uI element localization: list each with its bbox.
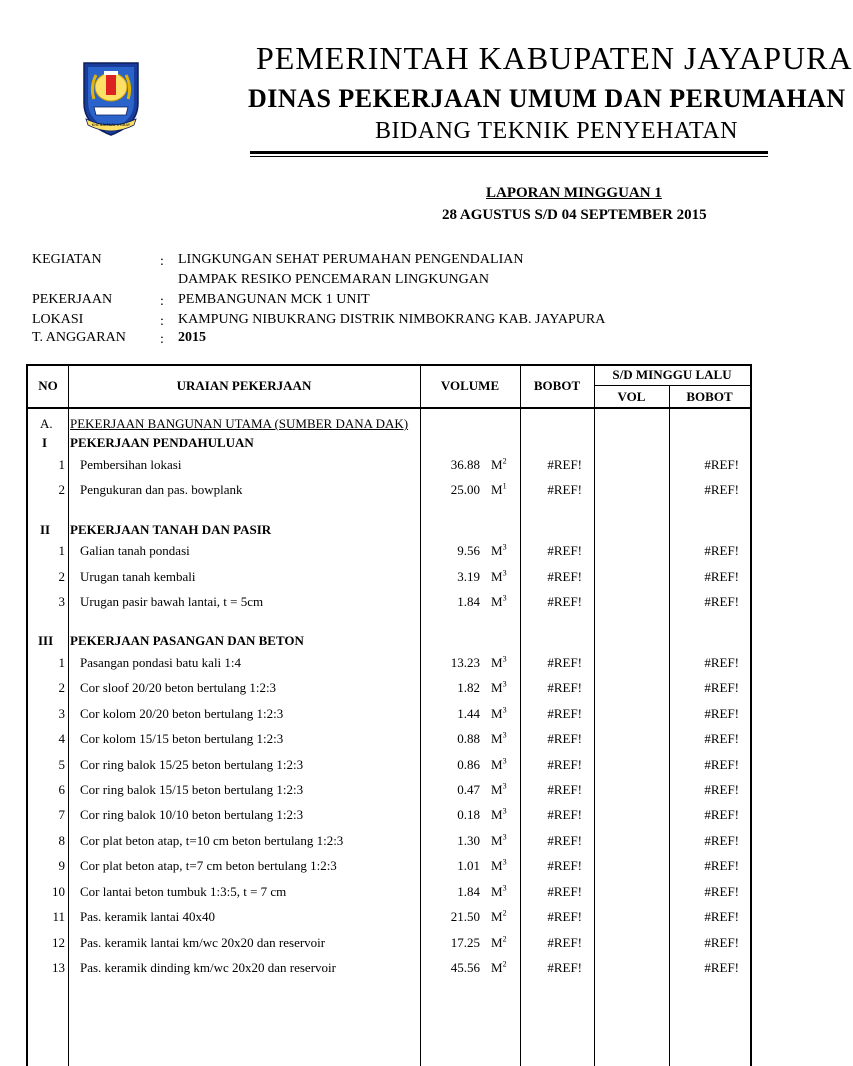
row-unit-exponent: 2 xyxy=(502,934,507,944)
row-volume: 1.44 xyxy=(457,706,480,721)
row-sd-bobot: #REF! xyxy=(704,482,739,497)
row-no: 2 xyxy=(58,482,65,497)
row-volume: 17.25 xyxy=(450,935,480,950)
row-no: 3 xyxy=(58,706,65,721)
row-unit xyxy=(491,960,507,976)
header-sd-vol: VOL xyxy=(617,389,646,404)
row-bobot: #REF! xyxy=(547,884,582,899)
row-unit xyxy=(491,833,507,849)
anggaran-label: T. ANGGARAN xyxy=(32,330,126,345)
row-unit-symbol: M xyxy=(491,858,503,873)
progress-table xyxy=(26,364,752,1066)
row-description: Cor kolom 20/20 beton bertulang 1:2:3 xyxy=(80,706,284,721)
row-volume: 36.88 xyxy=(450,457,480,472)
header-line-2: DINAS PEKERJAAN UMUM DAN PERUMAHAN xyxy=(248,84,846,113)
row-unit-exponent: 2 xyxy=(502,456,507,466)
row-no: 6 xyxy=(58,782,65,797)
anggaran-value: 2015 xyxy=(178,330,206,345)
row-no: 2 xyxy=(58,569,65,584)
section-2-title: PEKERJAAN TANAH DAN PASIR xyxy=(70,522,272,537)
row-no: 1 xyxy=(58,457,65,472)
row-unit-symbol: M xyxy=(491,935,503,950)
row-no: 3 xyxy=(58,594,65,609)
row-unit xyxy=(491,909,507,925)
row-bobot: #REF! xyxy=(547,858,582,873)
row-unit-symbol: M xyxy=(491,731,503,746)
header-subrule xyxy=(594,385,750,386)
row-description: Urugan tanah kembali xyxy=(80,569,196,584)
header-rule-thin xyxy=(250,156,768,157)
row-bobot: #REF! xyxy=(547,543,582,558)
row-description: Pas. keramik dinding km/wc 20x20 dan reservoir xyxy=(80,960,336,975)
row-bobot: #REF! xyxy=(547,833,582,848)
row-description: Cor plat beton atap, t=10 cm beton bertulang 1:2:3 xyxy=(80,833,344,848)
row-no: 4 xyxy=(58,731,65,746)
pekerjaan-label: PEKERJAAN xyxy=(32,292,113,307)
row-volume: 1.30 xyxy=(457,833,480,848)
row-unit-symbol: M xyxy=(491,457,503,472)
row-sd-bobot: #REF! xyxy=(704,706,739,721)
header-sd-minggu-lalu: S/D MINGGU LALU xyxy=(612,367,732,382)
row-volume: 0.47 xyxy=(457,782,480,797)
row-no: 10 xyxy=(52,884,65,899)
header-no: NO xyxy=(38,378,58,393)
row-sd-bobot: #REF! xyxy=(704,909,739,924)
row-unit-exponent: 3 xyxy=(502,593,507,603)
row-bobot: #REF! xyxy=(547,457,582,472)
row-sd-bobot: #REF! xyxy=(704,457,739,472)
row-unit-symbol: M xyxy=(491,909,503,924)
row-unit-exponent: 3 xyxy=(502,832,507,842)
row-unit xyxy=(491,680,507,696)
row-unit-exponent: 3 xyxy=(502,857,507,867)
row-volume: 0.18 xyxy=(457,807,480,822)
row-unit-symbol: M xyxy=(491,706,503,721)
row-unit-exponent: 3 xyxy=(502,705,507,715)
row-sd-bobot: #REF! xyxy=(704,935,739,950)
row-description: Cor ring balok 15/25 beton bertulang 1:2:3 xyxy=(80,757,304,772)
row-sd-bobot: #REF! xyxy=(704,757,739,772)
row-description: Cor plat beton atap, t=7 cm beton bertulang 1:2:3 xyxy=(80,858,337,873)
row-no: 13 xyxy=(52,960,65,975)
header-rule-thick xyxy=(250,151,768,154)
row-bobot: #REF! xyxy=(547,706,582,721)
row-bobot: #REF! xyxy=(547,655,582,670)
row-unit xyxy=(491,858,507,874)
row-description: Cor ring balok 15/15 beton bertulang 1:2:3 xyxy=(80,782,304,797)
row-unit-symbol: M xyxy=(491,960,503,975)
kegiatan-value-1: LINGKUNGAN SEHAT PERUMAHAN PENGENDALIAN xyxy=(178,252,524,267)
row-description: Urugan pasir bawah lantai, t = 5cm xyxy=(80,594,264,609)
header-sd-bobot: BOBOT xyxy=(686,389,733,404)
header-bottom-rule xyxy=(28,407,750,409)
row-description: Pasangan pondasi batu kali 1:4 xyxy=(80,655,242,670)
row-unit-exponent: 3 xyxy=(502,883,507,893)
row-no: 11 xyxy=(52,909,65,924)
row-sd-bobot: #REF! xyxy=(704,807,739,822)
row-unit-symbol: M xyxy=(491,680,503,695)
row-unit-symbol: M xyxy=(491,833,503,848)
row-description: Pembersihan lokasi xyxy=(80,457,182,472)
row-unit xyxy=(491,706,507,722)
row-bobot: #REF! xyxy=(547,960,582,975)
row-bobot: #REF! xyxy=(547,935,582,950)
section-3-title: PEKERJAAN PASANGAN DAN BETON xyxy=(70,633,304,648)
row-unit-symbol: M xyxy=(491,807,503,822)
row-unit-exponent: 3 xyxy=(502,806,507,816)
row-volume: 25.00 xyxy=(450,482,480,497)
section-3-no: III xyxy=(38,633,54,648)
row-bobot: #REF! xyxy=(547,482,582,497)
row-no: 8 xyxy=(58,833,65,848)
row-bobot: #REF! xyxy=(547,680,582,695)
row-volume: 1.84 xyxy=(457,884,480,899)
colon: : xyxy=(160,254,164,269)
row-sd-bobot: #REF! xyxy=(704,833,739,848)
row-description: Cor ring balok 10/10 beton bertulang 1:2:3 xyxy=(80,807,304,822)
svg-text:KHENAMBAY UMBAY: KHENAMBAY UMBAY xyxy=(91,122,131,127)
row-unit-exponent: 3 xyxy=(502,654,507,664)
header-volume: VOLUME xyxy=(440,378,500,393)
row-no: 1 xyxy=(58,655,65,670)
row-volume: 1.84 xyxy=(457,594,480,609)
row-sd-bobot: #REF! xyxy=(704,960,739,975)
row-unit-exponent: 3 xyxy=(502,781,507,791)
row-sd-bobot: #REF! xyxy=(704,543,739,558)
row-no: 9 xyxy=(58,858,65,873)
row-description: Galian tanah pondasi xyxy=(80,543,190,558)
header-uraian: URAIAN PEKERJAAN xyxy=(176,378,312,393)
row-sd-bobot: #REF! xyxy=(704,594,739,609)
row-unit-symbol: M xyxy=(491,594,503,609)
row-unit-exponent: 3 xyxy=(502,542,507,552)
row-volume: 9.56 xyxy=(457,543,480,558)
row-volume: 1.82 xyxy=(457,680,480,695)
col-divider xyxy=(594,366,595,1066)
row-unit-exponent: 3 xyxy=(502,730,507,740)
colon: : xyxy=(160,294,164,309)
lokasi-label: LOKASI xyxy=(32,312,84,327)
row-unit-symbol: M xyxy=(491,543,503,558)
row-unit xyxy=(491,807,507,823)
row-description: Cor lantai beton tumbuk 1:3:5, t = 7 cm xyxy=(80,884,287,899)
row-no: 5 xyxy=(58,757,65,772)
row-bobot: #REF! xyxy=(547,782,582,797)
row-bobot: #REF! xyxy=(547,909,582,924)
row-unit xyxy=(491,757,507,773)
row-bobot: #REF! xyxy=(547,731,582,746)
row-unit-exponent: 3 xyxy=(502,756,507,766)
section-1-title: PEKERJAAN PENDAHULUAN xyxy=(70,435,254,450)
row-sd-bobot: #REF! xyxy=(704,884,739,899)
row-unit xyxy=(491,655,507,671)
row-unit-symbol: M xyxy=(491,757,503,772)
row-bobot: #REF! xyxy=(547,807,582,822)
row-volume: 0.88 xyxy=(457,731,480,746)
row-unit-symbol: M xyxy=(491,482,503,497)
row-unit xyxy=(491,935,507,951)
row-description: Cor kolom 15/15 beton bertulang 1:2:3 xyxy=(80,731,284,746)
kegiatan-label: KEGIATAN xyxy=(32,252,102,267)
kegiatan-value-2: DAMPAK RESIKO PENCEMARAN LINGKUNGAN xyxy=(178,272,490,287)
row-unit-symbol: M xyxy=(491,569,503,584)
row-unit-exponent: 2 xyxy=(502,959,507,969)
row-volume: 0.86 xyxy=(457,757,480,772)
row-volume: 45.56 xyxy=(450,960,480,975)
row-unit xyxy=(491,782,507,798)
colon: : xyxy=(160,314,164,329)
row-no: 2 xyxy=(58,680,65,695)
section-2-no: II xyxy=(40,522,51,537)
row-unit-exponent: 1 xyxy=(502,481,507,491)
header-line-3: BIDANG TEKNIK PENYEHATAN xyxy=(375,118,738,144)
section-a-title: PEKERJAAN BANGUNAN UTAMA (SUMBER DANA DAK) xyxy=(70,416,409,431)
row-sd-bobot: #REF! xyxy=(704,569,739,584)
row-unit-symbol: M xyxy=(491,782,503,797)
row-bobot: #REF! xyxy=(547,594,582,609)
row-sd-bobot: #REF! xyxy=(704,680,739,695)
row-unit-symbol: M xyxy=(491,655,503,670)
row-no: 12 xyxy=(52,935,65,950)
header-line-1: PEMERINTAH KABUPATEN JAYAPURA xyxy=(256,40,853,76)
colon: : xyxy=(160,332,164,347)
row-sd-bobot: #REF! xyxy=(704,782,739,797)
header-bobot: BOBOT xyxy=(533,378,581,393)
row-unit-exponent: 3 xyxy=(502,679,507,689)
row-sd-bobot: #REF! xyxy=(704,858,739,873)
row-unit xyxy=(491,884,507,900)
row-description: Pas. keramik lantai 40x40 xyxy=(80,909,216,924)
report-title: LAPORAN MINGGUAN 1 xyxy=(486,185,662,201)
section-a-no: A. xyxy=(40,416,53,431)
row-unit xyxy=(491,731,507,747)
lokasi-value: KAMPUNG NIBUKRANG DISTRIK NIMBOKRANG KAB. JAYAPURA xyxy=(178,312,606,327)
row-sd-bobot: #REF! xyxy=(704,655,739,670)
row-unit xyxy=(491,543,507,559)
row-unit xyxy=(491,482,507,498)
row-unit-symbol: M xyxy=(491,884,503,899)
row-no: 1 xyxy=(58,543,65,558)
pekerjaan-value: PEMBANGUNAN MCK 1 UNIT xyxy=(178,292,370,307)
row-unit-exponent: 3 xyxy=(502,568,507,578)
row-unit xyxy=(491,569,507,585)
report-period: 28 AGUSTUS S/D 04 SEPTEMBER 2015 xyxy=(442,207,707,223)
row-volume: 13.23 xyxy=(450,655,480,670)
row-unit-exponent: 2 xyxy=(502,908,507,918)
col-divider xyxy=(68,366,69,1066)
row-volume: 3.19 xyxy=(457,569,480,584)
row-volume: 1.01 xyxy=(457,858,480,873)
row-volume: 21.50 xyxy=(450,909,480,924)
row-sd-bobot: #REF! xyxy=(704,731,739,746)
row-bobot: #REF! xyxy=(547,757,582,772)
row-unit xyxy=(491,457,507,473)
section-1-no: I xyxy=(42,435,48,450)
row-unit xyxy=(491,594,507,610)
row-no: 7 xyxy=(58,807,65,822)
row-bobot: #REF! xyxy=(547,569,582,584)
row-description: Pas. keramik lantai km/wc 20x20 dan reservoir xyxy=(80,935,326,950)
row-description: Pengukuran dan pas. bowplank xyxy=(80,482,243,497)
district-emblem-logo xyxy=(80,57,142,137)
row-description: Cor sloof 20/20 beton bertulang 1:2:3 xyxy=(80,680,277,695)
